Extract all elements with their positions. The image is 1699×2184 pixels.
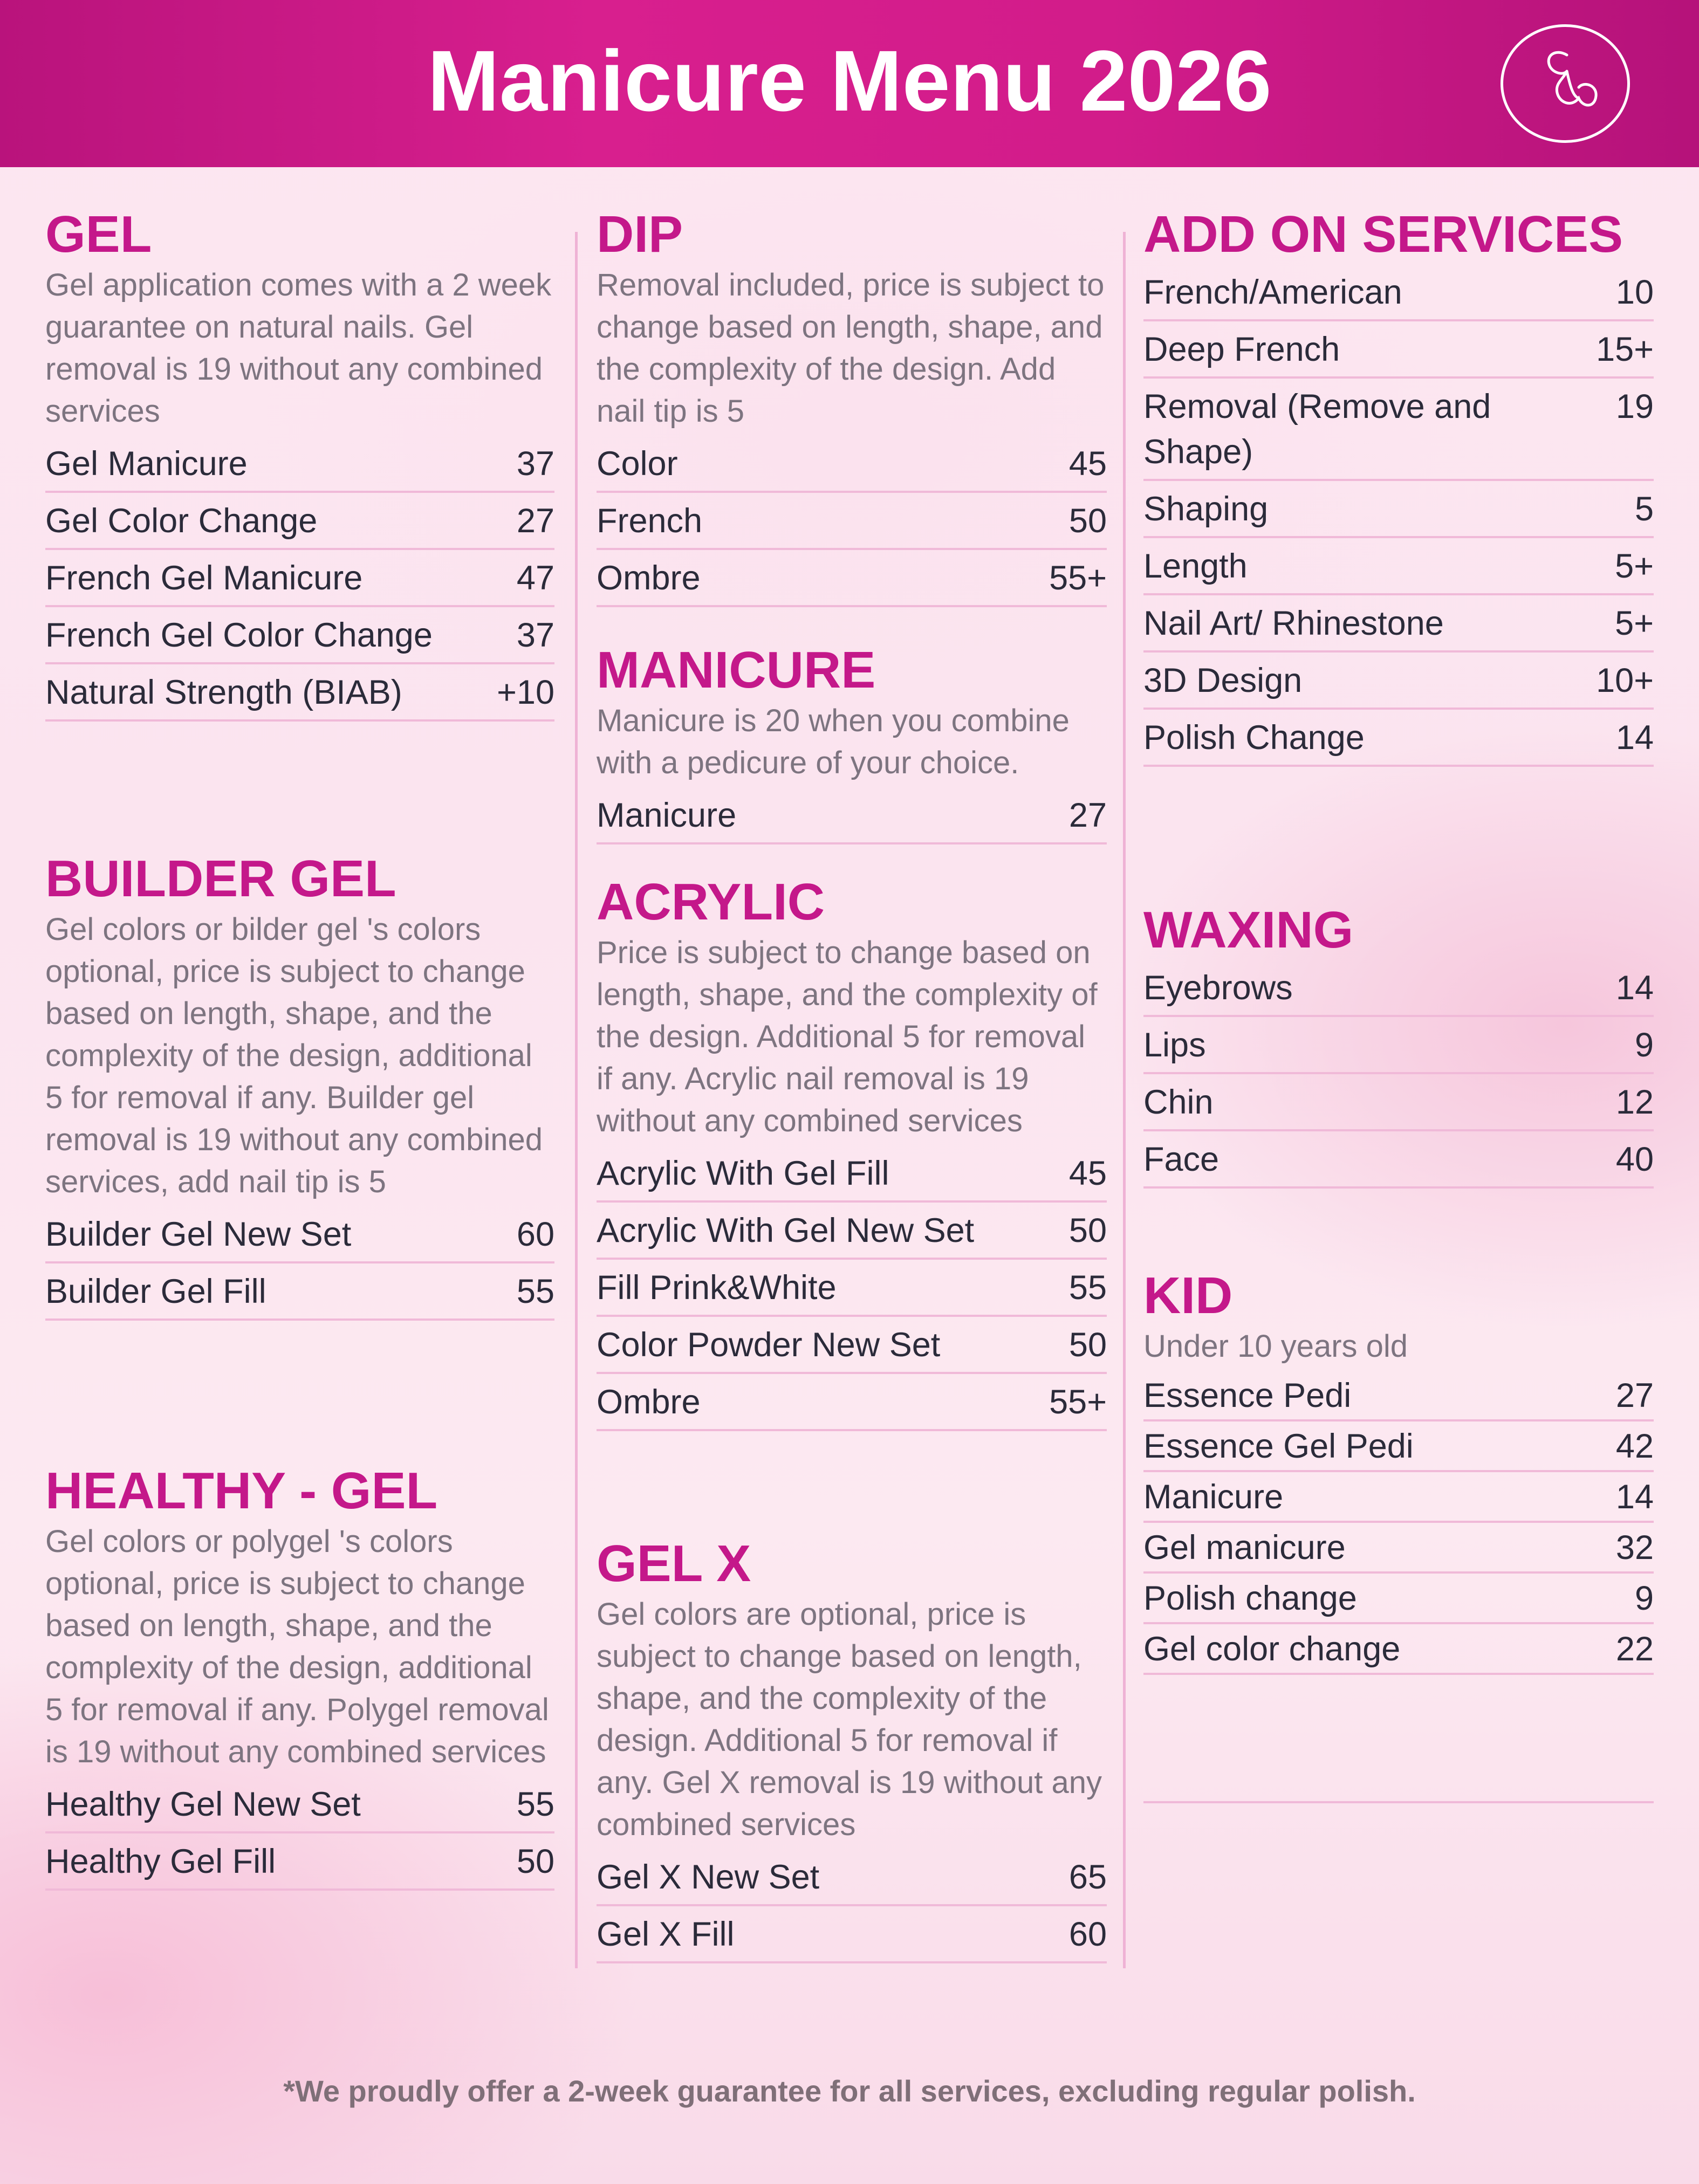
section-title: DIP <box>597 205 683 263</box>
menu-item: Manicure 14 <box>1143 1472 1654 1523</box>
menu-item: Lips 9 <box>1143 1017 1654 1074</box>
menu-item: Natural Strength (BIAB) +10 <box>45 664 554 722</box>
section-description: Removal included, price is subject to change based on length, shape, and the complexity of the design. Add nail tip is 5 <box>597 267 1105 429</box>
section-title: ACRYLIC <box>597 873 825 931</box>
section-gel-x <box>597 1534 1107 1963</box>
menu-item: Builder Gel Fill 55 <box>45 1263 554 1321</box>
menu-item: Polish Change 14 <box>1143 710 1654 767</box>
menu-item: Removal (Remove and Shape) 19 <box>1143 379 1654 481</box>
menu-item: Healthy Gel New Set 55 <box>45 1776 554 1833</box>
menu-item: Gel Color Change 27 <box>45 493 554 550</box>
menu-item: Polish change 9 <box>1143 1574 1654 1624</box>
menu-item: Healthy Gel Fill 50 <box>45 1833 554 1891</box>
menu-item: Eyebrows 14 <box>1143 960 1654 1017</box>
menu-item: Gel X New Set 65 <box>597 1849 1107 1906</box>
section-title: BUILDER GEL <box>45 850 396 908</box>
menu-item: Fill Prink&White 55 <box>597 1260 1107 1317</box>
menu-item: Manicure 27 <box>597 787 1107 844</box>
menu-item: 3D Design 10+ <box>1143 653 1654 710</box>
menu-item: Ombre 55+ <box>597 1374 1107 1431</box>
section-title: GEL X <box>597 1535 751 1592</box>
section-description: Gel colors or polygel 's colors optional, price is subject to change based on length, shape, and the complexity of the design, additional 5 for removal if any. Polygel removal is 19 without any combined services <box>45 1524 549 1769</box>
menu-item: French 50 <box>597 493 1107 550</box>
menu-item: Gel X Fill 60 <box>597 1906 1107 1963</box>
menu-item: Face 40 <box>1143 1131 1654 1189</box>
section-description: Under 10 years old <box>1143 1329 1408 1364</box>
menu-item: Acrylic With Gel New Set 50 <box>597 1203 1107 1260</box>
menu-item: Gel Manicure 37 <box>45 436 554 493</box>
menu-item: French/American 10 <box>1143 264 1654 321</box>
section-dip <box>597 205 1107 607</box>
menu-item: Chin 12 <box>1143 1074 1654 1131</box>
menu-item: Gel manicure 32 <box>1143 1523 1654 1574</box>
menu-item: French Gel Color Change 37 <box>45 607 554 664</box>
menu-item: Essence Pedi 27 <box>1143 1371 1654 1421</box>
section-waxing <box>1143 901 1654 1189</box>
menu-item: Ombre 55+ <box>597 550 1107 607</box>
menu-item: Acrylic With Gel Fill 45 <box>597 1145 1107 1203</box>
divider <box>1143 1801 1654 1803</box>
section-acrylic <box>597 873 1107 1431</box>
menu-item: Length 5+ <box>1143 538 1654 595</box>
column-divider-left <box>575 232 578 1968</box>
section-description: Gel colors or bilder gel 's colors optional, price is subject to change based on length, shape, and the complexity of the design, additional 5 for removal if any. Builder gel removal is 19 without any combined services, add nail tip is 5 <box>45 912 543 1199</box>
section-description: Price is subject to change based on length, shape, and the complexity of the design. Additional 5 for removal if any. Acrylic nail removal is 19 without any combined services <box>597 935 1098 1138</box>
section-builder-gel <box>45 849 554 1321</box>
menu-item: French Gel Manicure 47 <box>45 550 554 607</box>
section-description: Manicure is 20 when you combine with a pedicure of your choice. <box>597 703 1070 780</box>
menu-item: Builder Gel New Set 60 <box>45 1206 554 1263</box>
menu-item: Color Powder New Set 50 <box>597 1317 1107 1374</box>
butterfly-heart-logo-icon <box>1501 24 1630 143</box>
header-banner <box>0 0 1699 167</box>
page-title: Manicure Menu 2026 <box>427 32 1272 129</box>
menu-item: Nail Art/ Rhinestone 5+ <box>1143 595 1654 653</box>
section-title: ADD ON SERVICES <box>1143 205 1623 263</box>
section-manicure <box>597 641 1107 844</box>
footer-note: *We proudly offer a 2-week guarantee for all services, excluding regular polish. <box>283 2074 1416 2108</box>
section-gel <box>45 205 554 722</box>
section-title: KID <box>1143 1267 1233 1324</box>
section-healthy-gel <box>45 1461 554 1891</box>
menu-item: Gel color change 22 <box>1143 1624 1654 1675</box>
section-title: HEALTHY - GEL <box>45 1462 438 1520</box>
section-description: Gel application comes with a 2 week guarantee on natural nails. Gel removal is 19 without any combined services <box>45 267 552 429</box>
menu-item: Essence Gel Pedi 42 <box>1143 1421 1654 1472</box>
menu-item: Color 45 <box>597 436 1107 493</box>
menu-item: Deep French 15+ <box>1143 321 1654 379</box>
section-title: MANICURE <box>597 641 876 699</box>
section-title: GEL <box>45 205 152 263</box>
section-kid <box>1143 1266 1654 1675</box>
section-add-on-services <box>1143 205 1654 767</box>
menu-item: Shaping 5 <box>1143 481 1654 538</box>
section-description: Gel colors are optional, price is subject to change based on length, shape, and the complexity of the design. Additional 5 for removal if any. Gel X removal is 19 without any combined services <box>597 1597 1102 1842</box>
column-divider-right <box>1123 232 1126 1968</box>
section-title: WAXING <box>1143 901 1354 959</box>
